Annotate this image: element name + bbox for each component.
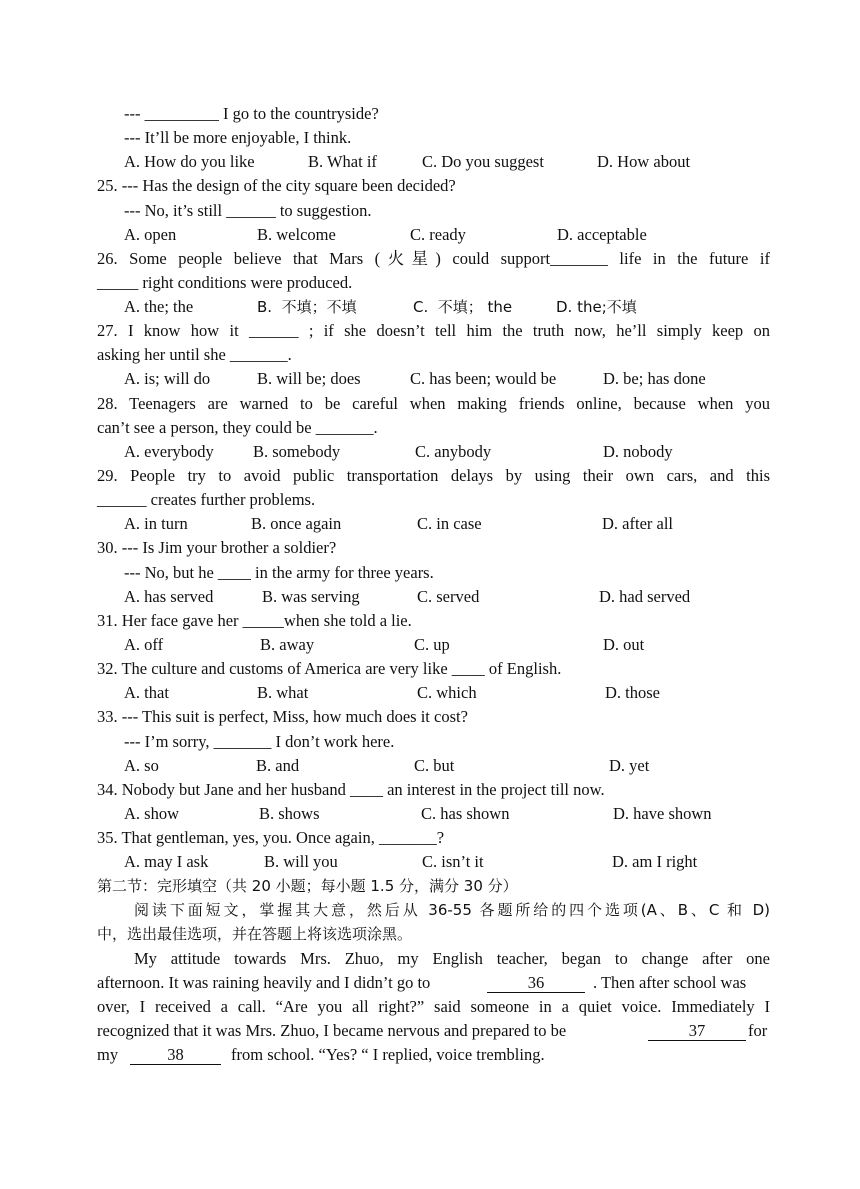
blank-38: 38 [130, 1045, 221, 1065]
q24-line2: --- It’ll be more enjoyable, I think. [124, 128, 352, 147]
blank-37: 37 [648, 1021, 746, 1041]
q31-option-b: B. away [260, 635, 315, 654]
instructions-line2: 中，选出最佳选项，并在答题上将该选项涂黑。 [97, 925, 413, 943]
q30-stem: 30. --- Is Jim your brother a soldier? [97, 538, 337, 557]
q34-option-d: D. have shown [613, 804, 712, 823]
q30-option-a: A. has served [124, 587, 214, 606]
q24-line1: --- _________ I go to the countryside? [124, 104, 379, 123]
q31-option-d: D. out [603, 635, 645, 654]
q33-option-a: A. so [124, 756, 159, 775]
q33-option-b: B. and [256, 756, 300, 775]
passage-line2-end: . Then after school was [593, 973, 747, 992]
q28-stem-line1: 28. Teenagers are warned to be careful when making friends online, because when you [97, 394, 770, 413]
q25-line2: --- No, it’s still ______ to suggestion. [124, 201, 372, 220]
q34-option-b: B. shows [259, 804, 320, 823]
q30-option-c: C. served [417, 587, 480, 606]
q28-stem-line2: can’t see a person, they could be _______. [97, 418, 378, 437]
q24-option-d: D. How about [597, 152, 691, 171]
q29-stem-line2: ______ creates further problems. [97, 490, 316, 509]
q26-option-b: B. 不填；不填 [257, 298, 357, 316]
q32-option-c: C. which [417, 683, 477, 702]
q35-option-d: D. am I right [612, 852, 698, 871]
q33-option-d: D. yet [609, 756, 650, 775]
q27-stem-line1: 27. I know how it ______ ; if she doesn’t tell him the truth now, he’ll simply keep on [97, 321, 770, 340]
q24-option-c: C. Do you suggest [422, 152, 544, 171]
q32-option-a: A. that [124, 683, 169, 702]
q29-option-a: A. in turn [124, 514, 188, 533]
q34-stem: 34. Nobody but Jane and her husband ____ an interest in the project till now. [97, 780, 605, 799]
q35-option-c: C. isn’t it [422, 852, 484, 871]
q25-stem: 25. --- Has the design of the city square been decided? [97, 176, 456, 195]
q29-option-b: B. once again [251, 514, 342, 533]
q26-option-a: A. the; the [124, 297, 194, 316]
q29-option-c: C. in case [417, 514, 482, 533]
q34-option-a: A. show [124, 804, 180, 823]
q24-option-a: A. How do you like [124, 152, 255, 171]
q25-option-a: A. open [124, 225, 177, 244]
q27-stem-line2: asking her until she _______. [97, 345, 292, 364]
q35-stem: 35. That gentleman, yes, you. Once again, _______? [97, 828, 445, 847]
q25-option-b: B. welcome [257, 225, 336, 244]
passage-line5-end: from school. “Yes? “ I replied, voice trembling. [231, 1045, 545, 1064]
q30-line2: --- No, but he ____ in the army for three years. [124, 563, 434, 582]
q33-option-c: C. but [414, 756, 455, 775]
q27-option-c: C. has been; would be [410, 369, 557, 388]
q34-option-c: C. has shown [421, 804, 510, 823]
q29-stem-line1: 29. People try to avoid public transportation delays by using their own cars, and this [97, 466, 770, 485]
instructions-line1: 阅读下面短文，掌握其大意，然后从 36-55 各题所给的四个选项(A、B、C 和 D) [134, 901, 770, 919]
q35-option-a: A. may I ask [124, 852, 209, 871]
q32-option-b: B. what [257, 683, 309, 702]
passage-line5-start: my [97, 1045, 119, 1064]
q31-stem: 31. Her face gave her _____when she told a lie. [97, 611, 412, 630]
q28-option-b: B. somebody [253, 442, 341, 461]
q35-option-b: B. will you [264, 852, 338, 871]
q33-line2: --- I’m sorry, _______ I don’t work here. [124, 732, 395, 751]
passage-line3: over, I received a call. “Are you all right?” said someone in a quiet voice. Immediately I [97, 997, 770, 1016]
q27-option-b: B. will be; does [257, 369, 361, 388]
passage-line4-start: recognized that it was Mrs. Zhuo, I became nervous and prepared to be [97, 1021, 567, 1040]
q29-option-d: D. after all [602, 514, 674, 533]
q28-option-d: D. nobody [603, 442, 673, 461]
q24-option-b: B. What if [308, 152, 377, 171]
passage-line2-start: afternoon. It was raining heavily and I didn’t go to [97, 973, 431, 992]
q26-option-d: D. the;不填 [556, 298, 637, 316]
q33-stem: 33. --- This suit is perfect, Miss, how much does it cost? [97, 707, 468, 726]
passage-line4-end: for [748, 1021, 768, 1040]
q30-option-d: D. had served [599, 587, 691, 606]
q25-option-c: C. ready [410, 225, 466, 244]
blank-36: 36 [487, 973, 585, 993]
q25-option-d: D. acceptable [557, 225, 647, 244]
q30-option-b: B. was serving [262, 587, 360, 606]
q31-option-c: C. up [414, 635, 450, 654]
q28-option-a: A. everybody [124, 442, 214, 461]
q26-stem-line1: 26. Some people believe that Mars (火星) could support_______ life in the future if [97, 249, 770, 268]
q32-option-d: D. those [605, 683, 660, 702]
q31-option-a: A. off [124, 635, 164, 654]
q32-stem: 32. The culture and customs of America are very like ____ of English. [97, 659, 562, 678]
q28-option-c: C. anybody [415, 442, 492, 461]
section-heading: 第二节：完形填空（共 20 小题；每小题 1.5 分，满分 30 分） [97, 877, 518, 895]
passage-line1: My attitude towards Mrs. Zhuo, my English teacher, began to change after one [134, 949, 770, 968]
q26-stem-line2: _____ right conditions were produced. [97, 273, 353, 292]
q27-option-d: D. be; has done [603, 369, 706, 388]
q27-option-a: A. is; will do [124, 369, 211, 388]
q26-option-c: C. 不填； the [413, 298, 513, 316]
